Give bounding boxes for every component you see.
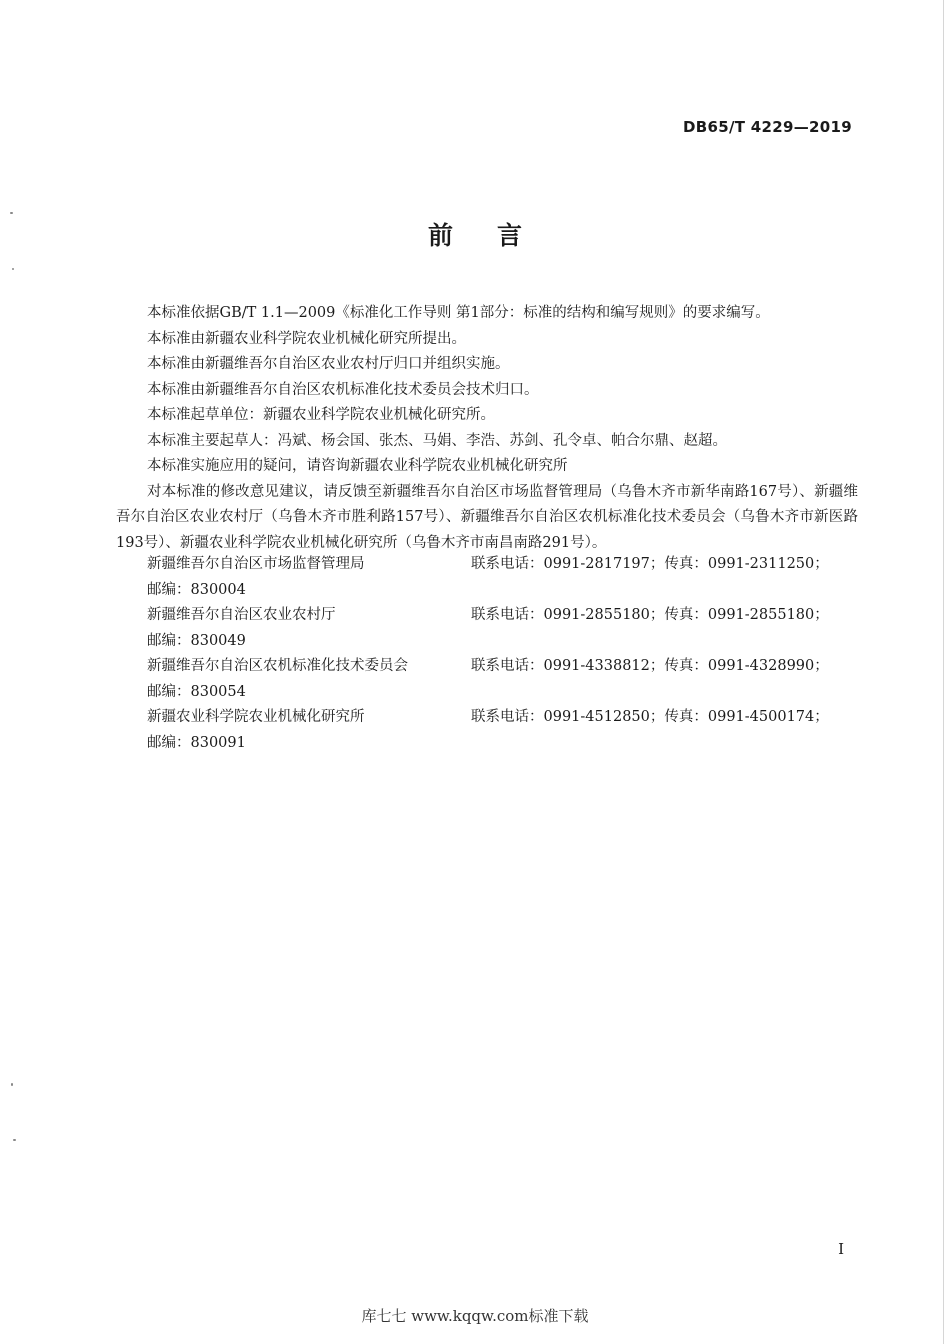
contact-org: 新疆维吾尔自治区农业农村厅 (147, 607, 336, 623)
contact-phone: 联系电话：0991-2855180；传真：0991-2855180； (471, 607, 829, 623)
contact-entry (116, 603, 858, 654)
contact-org: 新疆维吾尔自治区农机标准化技术委员会 (147, 658, 408, 674)
footer-watermark: 库七七 www.kqqw.com标准下载 (361, 1307, 589, 1325)
paragraph-basis: 本标准依据GB/T 1.1—2009《标准化工作导则 第1部分：标准的结构和编写规则》的要求编写。 (147, 305, 770, 321)
scan-speck (11, 1083, 13, 1086)
contact-zip: 邮编：830049 (147, 632, 246, 649)
contact-zip: 邮编：830054 (147, 683, 246, 700)
contact-entry (116, 552, 858, 603)
contact-zip: 邮编：830004 (147, 581, 246, 598)
scan-speck (13, 1139, 16, 1141)
contact-list (116, 552, 858, 756)
contact-org: 新疆维吾尔自治区市场监督管理局 (147, 556, 365, 572)
paragraph-technical-centralization: 本标准由新疆维吾尔自治区农机标准化技术委员会技术归口。 (147, 381, 539, 398)
scan-speck (10, 212, 13, 214)
contact-entry (116, 705, 858, 756)
paragraph-implementation: 本标准由新疆维吾尔自治区农业农村厅归口并组织实施。 (147, 356, 510, 372)
paragraph-drafting-unit: 本标准起草单位：新疆农业科学院农业机械化研究所。 (147, 407, 495, 423)
paragraph-drafters: 本标准主要起草人：冯斌、杨会国、张杰、马娟、李浩、苏剑、孔令卓、帕合尔鼎、赵超。 (147, 432, 727, 449)
paragraph-proposer: 本标准由新疆农业科学院农业机械化研究所提出。 (147, 330, 466, 347)
contact-phone: 联系电话：0991-4512850；传真：0991-4500174； (471, 709, 829, 725)
scan-speck (12, 268, 14, 270)
page-title: 前言 (427, 221, 566, 250)
contact-zip: 邮编：830091 (147, 734, 246, 751)
contact-phone: 联系电话：0991-2817197；传真：0991-2311250； (471, 556, 829, 572)
scan-edge-line (943, 0, 944, 1344)
page-number: I (838, 1240, 844, 1258)
foreword-body (116, 301, 858, 556)
contact-phone: 联系电话：0991-4338812；传真：0991-4328990； (471, 658, 829, 674)
contact-org: 新疆农业科学院农业机械化研究所 (147, 709, 365, 725)
standard-code: DB65/T 4229—2019 (683, 118, 852, 136)
paragraph-inquiry: 本标准实施应用的疑问，请咨询新疆农业科学院农业机械化研究所 (147, 458, 568, 474)
paragraph-feedback: 对本标准的修改意见建议，请反馈至新疆维吾尔自治区市场监督管理局（乌鲁木齐市新华南路167号）、新疆维吾尔自治区农业农村厅（乌鲁木齐市胜利路157号）、新疆维吾尔自治区农机标准化技术委员会（乌鲁木齐市新医路193号）、新疆农业科学院农业机械化研究所（乌鲁木齐市南昌南路291号）。 (116, 483, 858, 551)
contact-entry (116, 654, 858, 705)
